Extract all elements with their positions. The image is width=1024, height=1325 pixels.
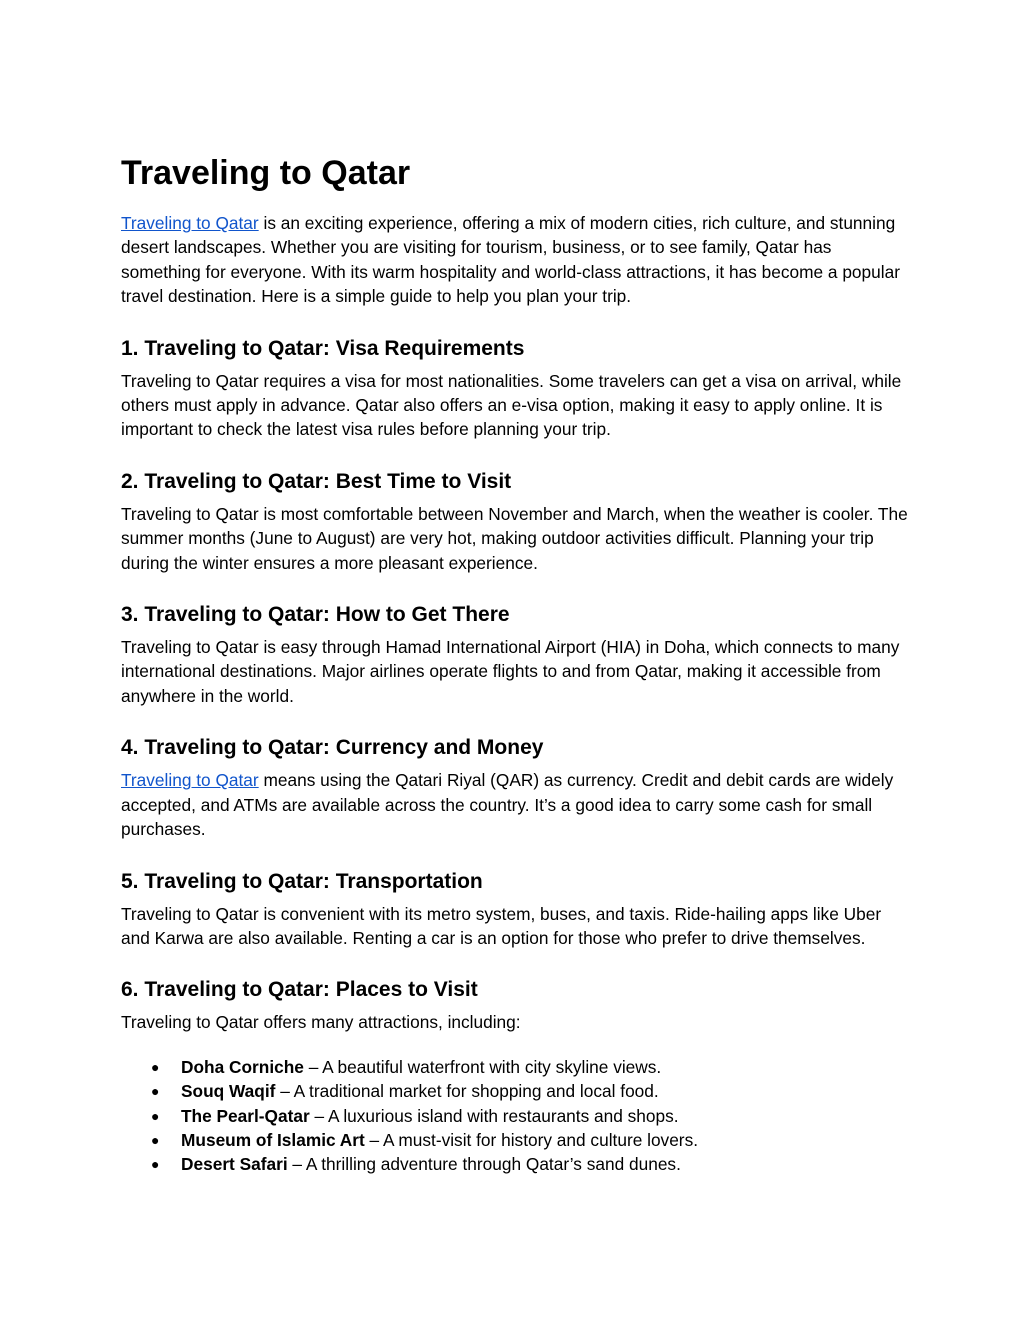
section-text: Traveling to Qatar is easy through Hamad International Airport (HIA) in Doha, which connects to many international destinations. Major airlines operate flights to and from Qatar, making it accessible from anywhere in the world. <box>121 637 900 706</box>
list-item <box>151 1079 914 1103</box>
page-title: Traveling to Qatar <box>121 154 411 192</box>
section-how-to-get-there <box>121 601 914 708</box>
intro-link[interactable]: Traveling to Qatar <box>121 213 259 233</box>
section-text: means using the Qatari Riyal (QAR) as currency. Credit and debit cards are widely accepted, and ATMs are available across the country. It’s a good idea to carry some cash for small purchases. <box>121 770 894 840</box>
place-description: – A beautiful waterfront with city skyline views. <box>303 1056 662 1077</box>
places-list <box>121 1055 914 1177</box>
place-name: Museum of Islamic Art <box>181 1129 365 1150</box>
currency-link[interactable]: Traveling to Qatar <box>121 770 259 791</box>
section-heading: 2. Traveling to Qatar: Best Time to Visit <box>121 469 512 493</box>
bullet-icon: ● <box>151 1058 160 1075</box>
section-places <box>121 976 914 1176</box>
list-item <box>151 1152 914 1176</box>
bullet-icon: ● <box>151 1131 160 1148</box>
intro-paragraph <box>121 211 914 309</box>
section-heading: 4. Traveling to Qatar: Currency and Money <box>121 736 544 760</box>
section-text: Traveling to Qatar is convenient with its metro system, buses, and taxis. Ride-hailing apps like Uber and Karwa are also available. Renting a car is an option for those who prefer to drive themselves. <box>121 903 882 948</box>
section-best-time <box>121 468 914 575</box>
place-name: Souq Waqif <box>181 1081 276 1102</box>
list-item <box>151 1055 914 1079</box>
intro-text: is an exciting experience, offering a mix of modern cities, rich culture, and stunning desert landscapes. Whether you are visiting for tourism, business, or to see family, Qatar has something for everyone. With its warm hospitality and world-class attractions, it has become a popular travel destination. Here is a simple guide to help you plan your trip. <box>121 213 900 307</box>
bullet-icon: ● <box>151 1107 160 1124</box>
place-description: – A must-visit for history and culture lovers. <box>364 1129 699 1150</box>
place-description: – A thrilling adventure through Qatar’s sand dunes. <box>287 1154 681 1175</box>
place-name: The Pearl-Qatar <box>181 1105 310 1126</box>
section-heading: 6. Traveling to Qatar: Places to Visit <box>121 978 478 1002</box>
place-description: – A traditional market for shopping and local food. <box>275 1081 659 1102</box>
list-item <box>151 1128 914 1152</box>
section-text: Traveling to Qatar requires a visa for most nationalities. Some travelers can get a visa on arrival, while others must apply in advance. Qatar also offers an e-visa option, making it easy to apply online. It is important to check the latest visa rules before planning your trip. <box>121 370 902 440</box>
section-transportation <box>121 868 914 951</box>
bullet-icon: ● <box>151 1083 160 1100</box>
section-currency <box>121 734 914 841</box>
section-heading: 3. Traveling to Qatar: How to Get There <box>121 603 510 627</box>
place-description: – A luxurious island with restaurants and shops. <box>309 1105 679 1126</box>
bullet-icon: ● <box>151 1156 160 1173</box>
section-text: Traveling to Qatar is most comfortable between November and March, when the weather is cooler. The summer months (June to August) are very hot, making outdoor activities difficult. Planning your trip during the winter ensures a more pleasant experience. <box>121 503 908 573</box>
section-text: Traveling to Qatar offers many attractions, including: <box>121 1012 521 1033</box>
section-heading: 5. Traveling to Qatar: Transportation <box>121 869 483 893</box>
section-heading: 1. Traveling to Qatar: Visa Requirements <box>121 336 525 360</box>
place-name: Desert Safari <box>181 1154 288 1175</box>
place-name: Doha Corniche <box>181 1056 304 1077</box>
list-item <box>151 1104 914 1128</box>
section-text-with-link <box>121 768 914 841</box>
section-visa <box>121 335 914 442</box>
